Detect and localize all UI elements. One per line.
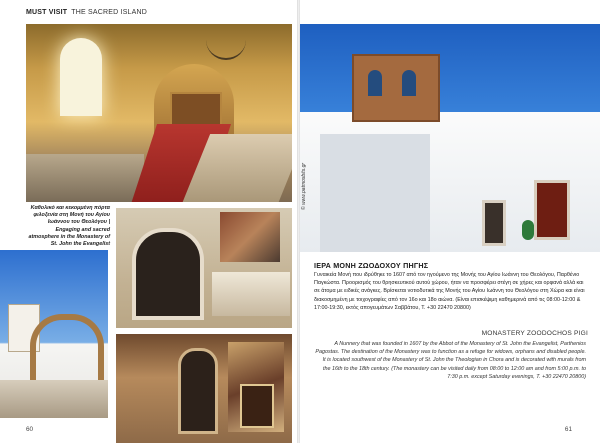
bell-tower-photo <box>0 250 108 418</box>
article-title: ΙΕΡΑ ΜΟΝΗ ΖΩΟΔΟΧΟΥ ΠΗΓΗΣ <box>314 261 429 270</box>
saint-icon <box>240 384 274 428</box>
belfry-opening <box>368 70 382 96</box>
church-interior-photo <box>26 24 292 202</box>
chandelier <box>206 32 246 60</box>
marble-slab <box>212 272 290 316</box>
potted-plant <box>522 220 534 240</box>
english-title: MONASTERY ZOODOCHOS PIGI <box>481 330 588 337</box>
side-doorway <box>482 200 506 246</box>
page-number-right: 61 <box>564 426 572 433</box>
wall-shadow <box>320 134 430 252</box>
header-section: THE SACRED ISLAND <box>71 9 148 16</box>
monastery-exterior-photo <box>300 24 600 252</box>
belfry-opening <box>402 70 416 96</box>
photo-credit: © www.patmosbits.gr <box>301 162 307 210</box>
photo-caption: Καθολικό και κεκομμένη πόρτα φιλοξενία στη Μονή του Αγίου Ιωάννου του Θεολόγου | Engaging and sacred atmosphere in the Monastery of St. John the Evangelist <box>28 205 110 248</box>
english-paragraph: A Nunnery that was founded in 1607 by the Abbot of the Monastery of St. John the Evangelist, Parthenios Pagostas. The destination of the Monastery was to function as a refuge for widows, orphans and disabled people. It is located southwest of the Monastery of St. John the Theologian in Chora and is decorated with murals from the 16th to the 18th century. (The monastery can be visited daily from 08:00 to 12:00 am and from 5:00 p.m. to 7:30 p.m. except Saturday evenings, T. +30 22470 20800) <box>315 341 586 380</box>
page-number-left: 60 <box>26 426 34 433</box>
arched-window <box>60 38 102 116</box>
chapel-interior-photo <box>116 334 292 443</box>
iconostasis <box>170 92 222 126</box>
left-page <box>0 0 297 443</box>
stone-arch <box>132 228 204 320</box>
bell-arch <box>30 314 104 390</box>
greek-paragraph: Γυναικεία Μονή που ιδρύθηκε το 1607 από τον ηγούμενο της Μονής του Αγίου Ιωάννη του Θεολόγου, Παρθένιο Παγκώστα. Προορισμός του θρησκευτικού αυτού χώρου, ήταν να προσφέρει στέγη σε χήρες και ορφανά αλλά και σε άτομα με ειδικές ανάγκες. Βρίσκεται νοτιοδυτικά της Μονής του Αγίου Ιωάννη του Θεολόγου στη Χώρα και είναι διακοσμημένη με τοιχογραφίες από τον 16ο και 18ο αιώνα. (Είναι επισκέψιμη καθημερινά από τις 08:00-12:00 & 17:00-19:30, εκτός απογευμάτων Σαββάτου, Τ. +30 22470 20800) <box>314 272 585 311</box>
red-door <box>534 180 570 240</box>
stone-floor <box>26 154 144 202</box>
doorway-niche <box>178 348 218 434</box>
fresco-wall <box>220 212 280 262</box>
header-must-visit: MUST VISIT <box>26 9 68 16</box>
belfry <box>352 54 440 122</box>
fresco-arch-photo <box>116 208 292 328</box>
courtyard <box>0 380 108 418</box>
right-page <box>300 0 600 443</box>
page-header <box>26 9 147 16</box>
